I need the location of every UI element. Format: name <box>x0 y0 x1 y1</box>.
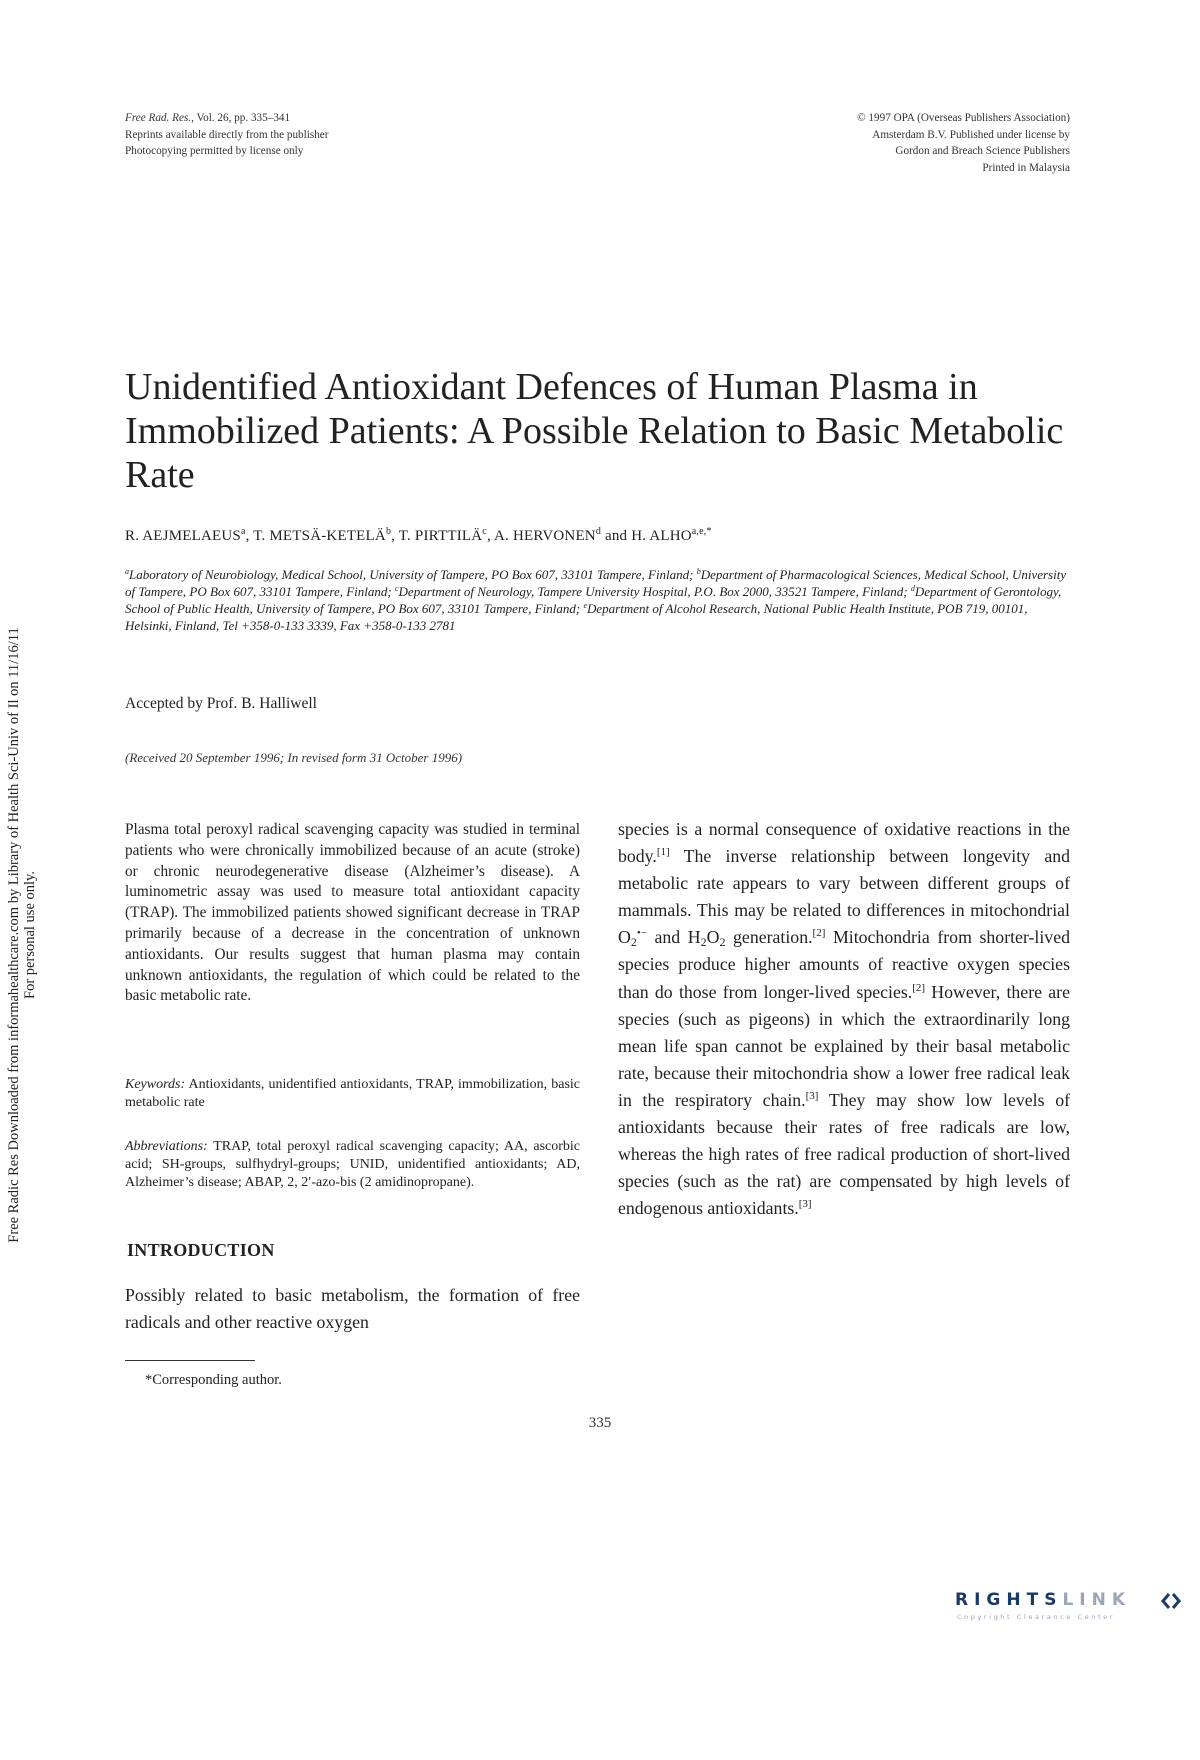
publisher-line: Amsterdam B.V. Published under license by <box>872 128 1070 141</box>
citation-ref: [3] <box>798 1198 812 1211</box>
affil-text: Laboratory of Neurobiology, Medical School, University of Tampere, PO Box 607, 33101 Tampere, Finland; <box>129 567 697 582</box>
citation-ref: [1] <box>656 846 670 859</box>
journal-header-left <box>125 110 545 160</box>
superoxide-formula <box>618 927 647 950</box>
copyright-line: © 1997 OPA (Overseas Publishers Association) <box>857 112 1070 124</box>
journal-header-right <box>720 110 1070 176</box>
rightslink-logo <box>955 1590 1185 1630</box>
article-title: Unidentified Antioxidant Defences of Human Plasma in Immobilized Patients: A Possible Relation to Basic Metabolic Rate <box>125 366 1064 496</box>
affil-mark: c <box>394 584 399 593</box>
keywords-label: Keywords: <box>125 1077 186 1092</box>
author-separator: , <box>486 528 495 544</box>
author-affil-mark: c <box>482 526 487 537</box>
rightslink-word-rights: RIGHTS <box>955 1590 1063 1610</box>
rightslink-tagline: Copyright Clearance Center <box>957 1613 1116 1621</box>
hydrogen-peroxide-formula <box>687 927 726 950</box>
download-notice <box>0 0 50 1650</box>
photocopying-note: Photocopying permitted by license only <box>125 145 304 157</box>
publisher-name: Gordon and Breach Science Publishers <box>895 145 1070 157</box>
introduction-text-right <box>618 816 1070 1222</box>
formula-subscript: 2 <box>700 935 707 950</box>
affil-mark: d <box>910 584 915 593</box>
journal-volume-pages: , Vol. 26, pp. 335–341 <box>191 112 291 124</box>
abbreviations-label: Abbreviations: <box>125 1139 208 1154</box>
author-affil-mark: a,e,* <box>691 526 712 537</box>
author-affil-mark: a <box>240 526 246 537</box>
download-notice-line-2: For personal use only. <box>22 871 38 999</box>
formula-superscript: •− <box>636 927 647 940</box>
printed-in: Printed in Malaysia <box>982 161 1070 174</box>
author-name: R. AEJMELAEUS <box>125 528 241 544</box>
author-name: T. METSÄ-KETELÄ <box>253 528 386 544</box>
section-heading-introduction: INTRODUCTION <box>127 1240 275 1260</box>
accepted-by: Accepted by Prof. B. Halliwell <box>125 695 317 712</box>
affil-mark: b <box>696 567 701 576</box>
corresponding-author-footnote: *Corresponding author. <box>145 1372 282 1388</box>
rightslink-wordmark <box>955 1590 1131 1610</box>
author-separator: , <box>391 528 399 544</box>
footnote-rule <box>125 1360 255 1361</box>
affil-text: Department of Neurology, Tampere University Hospital, P.O. Box 2000, 33521 Tampere, Finland; <box>398 584 911 599</box>
author-separator: , <box>245 528 254 544</box>
intro-text: generation. <box>725 927 813 948</box>
intro-text: Mitochondria from shorter-lived species produce higher amounts of reactive oxygen species than do those from longer-lived species. <box>618 927 1070 1002</box>
formula-symbol: O <box>706 927 720 948</box>
download-notice-line-1: Free Radic Res Downloaded from informahealthcare.com by Library of Health Sci-Univ of Il on 11/16/11 <box>6 627 22 1243</box>
keywords-text: Antioxidants, unidentified antioxidants, TRAP, immobilization, basic metabolic rate <box>125 1077 580 1110</box>
formula-subscript: 2 <box>630 935 637 950</box>
author-name: A. HERVONEN <box>494 528 596 544</box>
reprints-note: Reprints available directly from the publisher <box>125 128 329 141</box>
introduction-text-left: Possibly related to basic metabolism, the formation of free radicals and other reactive oxygen <box>125 1285 580 1332</box>
author-affil-mark: b <box>385 526 392 537</box>
affiliations <box>125 566 1070 634</box>
author-name: H. ALHO <box>631 528 692 544</box>
abbreviations <box>125 1138 580 1192</box>
affil-mark: a <box>125 567 129 576</box>
intro-text: species is a normal consequence of oxidative reactions in the body. <box>618 819 1070 867</box>
received-dates: (Received 20 September 1996; In revised form 31 October 1996) <box>125 750 463 765</box>
formula-symbol: O <box>618 927 631 948</box>
journal-abbrev: Free Rad. Res. <box>125 112 192 124</box>
intro-text: They may show low levels of antioxidants because their rates of free radicals are low, whereas the high rates of free radical production of short-lived species (such as the rat) are compensated by high levels of endogenous antioxidants. <box>618 1089 1070 1219</box>
abstract: Plasma total peroxyl radical scavenging capacity was studied in terminal patients who were chronically immobilized because of an acute (stroke) or chronic neurodegenerative disease (Alzheimer’s disease). A luminometric assay was used to measure total antioxidant capacity (TRAP). The immobilized patients showed significant decrease in TRAP primarily because of a decrease in the concentration of unknown antioxidants. Our results suggest that human plasma may contain unknown antioxidants, the regulation of which could be related to the basic metabolic rate. <box>125 821 580 1005</box>
affil-mark: e <box>583 601 588 610</box>
affil-text: Department of Alcohol Research, National Public Health Institute, POB 719, 00101, Helsinki, Finland, Tel +358-0-133 3339, Fax +358-0-133 2781 <box>125 601 1028 633</box>
author-affil-mark: d <box>595 526 602 537</box>
keywords <box>125 1076 580 1112</box>
author-list <box>125 526 1085 546</box>
citation-ref: [2] <box>812 927 826 940</box>
author-and: and <box>601 528 632 544</box>
author-name: T. PIRTTILÄ <box>398 528 483 544</box>
intro-text: and <box>646 927 688 948</box>
rightslink-arrow-icon <box>1161 1591 1181 1611</box>
citation-ref: [2] <box>912 981 926 994</box>
page-number: 335 <box>588 1415 612 1431</box>
abbreviations-text: TRAP, total peroxyl radical scavenging capacity; AA, ascorbic acid; SH-groups, sulfhydryl-groups; UNID, unidentified antioxidants; AD, Alzheimer’s disease; ABAP, 2, 2′-azo-bis (2 amidinopropane). <box>125 1139 580 1190</box>
journal-citation <box>125 110 545 127</box>
citation-ref: [3] <box>805 1089 819 1102</box>
rightslink-word-link: LINK <box>1062 1590 1131 1610</box>
formula-subscript: 2 <box>719 935 726 950</box>
affil-text: Department of Gerontology, School of Public Health, University of Tampere, PO Box 607, 33101 Tampere, Finland; <box>125 584 1062 616</box>
intro-text: The inverse relationship between longevity and metabolic rate appears to vary between different groups of mammals. This may be related to differences in mitochondrial <box>618 846 1070 921</box>
formula-symbol: H <box>687 927 701 948</box>
affil-text: Department of Pharmacological Sciences, Medical School, University of Tampere, PO Box 607, 33101 Tampere, Finland; <box>125 567 1067 599</box>
intro-text: However, there are species (such as pigeons) in which the extraordinarily long mean life span cannot be explained by their basal metabolic rate, because their mitochondria show a lower free radical leak in the respiratory chain. <box>618 981 1070 1110</box>
